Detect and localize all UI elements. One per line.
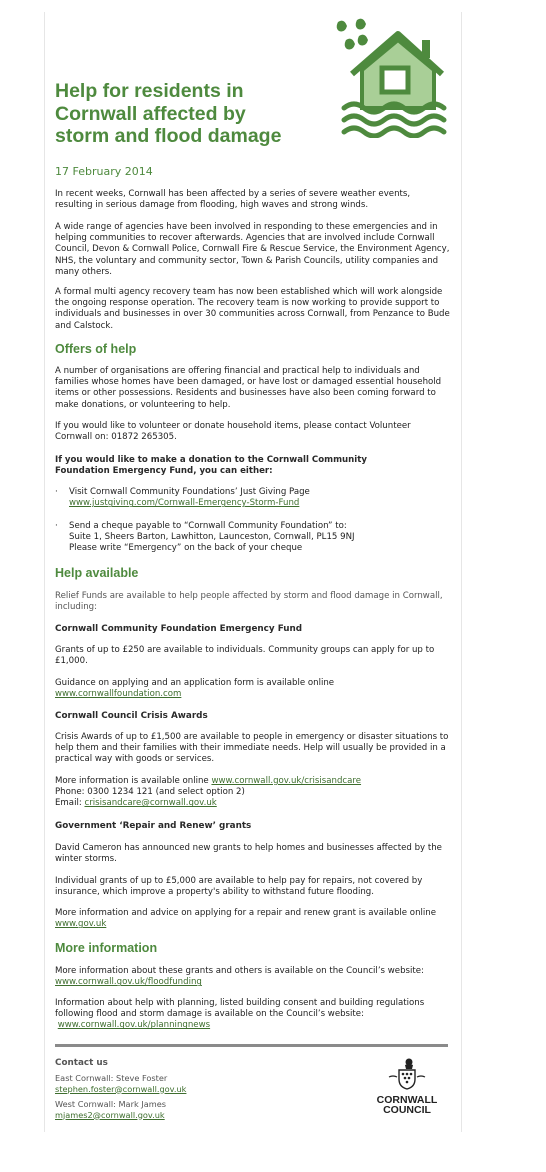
title-line-3: storm and flood damage bbox=[55, 125, 282, 147]
bullet-icon: · bbox=[55, 487, 58, 497]
cornwall-council-logo bbox=[370, 1057, 444, 1119]
more-info-paragraph-1 bbox=[55, 966, 450, 988]
more-info-heading: More information bbox=[55, 941, 158, 955]
gov-uk-link[interactable]: www.gov.uk bbox=[55, 919, 107, 930]
contact-west-email[interactable]: mjames2@cornwall.gov.uk bbox=[55, 1109, 165, 1120]
more-info-text-1: More information about these grants and others is available on the Council’s website: bbox=[55, 966, 424, 976]
offers-heading: Offers of help bbox=[55, 342, 137, 356]
crisis-phone: Phone: 0300 1234 121 (and select option 2) bbox=[55, 787, 245, 798]
gov-paragraph-2: Individual grants of up to £5,000 are available to help pay for repairs, not covered by insurance, which improve a property's ability to withstand future flooding. bbox=[55, 876, 423, 898]
cheque-line-2: Suite 1, Sheers Barton, Lawhitton, Launceston, Cornwall, PL15 9NJ bbox=[69, 532, 355, 543]
floodfunding-link[interactable]: www.cornwall.gov.uk/floodfunding bbox=[55, 977, 202, 988]
intro-paragraph-3: A formal multi agency recovery team has now been established which will work alongside the ongoing response operation. The recovery team is now working to provide support to individuals and businesses in over 30 communities across Cornwall, from Penzance to Bude and Calstock. bbox=[55, 287, 450, 331]
donation-heading: If you would like to make a donation to the Cornwall Community Foundation Emergency Fund, you can either: bbox=[55, 455, 367, 477]
contact-east-name: East Cornwall: Steve Foster bbox=[55, 1073, 168, 1083]
crisis-contact bbox=[55, 776, 450, 810]
council-logo-line-1: CORNWALL bbox=[376, 1094, 438, 1106]
crisisandcare-link[interactable]: www.cornwall.gov.uk/crisisandcare bbox=[211, 776, 362, 786]
cheque-line-3: Please write “Emergency” on the back of your cheque bbox=[69, 543, 303, 554]
intro-paragraph-1: In recent weeks, Cornwall has been affected by a series of severe weather events, resulting in serious damage from flooding, high waves and strong winds. bbox=[55, 189, 411, 211]
page-title bbox=[55, 80, 325, 148]
ccf-guidance-text: Guidance on applying and an application form is available online bbox=[55, 678, 335, 688]
contact-heading: Contact us bbox=[55, 1058, 108, 1068]
gov-paragraph-1: David Cameron has announced new grants to help homes and businesses affected by the winter storms. bbox=[55, 843, 442, 865]
intro-paragraph-2: A wide range of agencies have been involved in responding to these emergencies and in helping communities to recover afterwards. Agencies that are involved include Cornwall Council, Devon & Cornwall Police, Cornwall Fire & Rescue Service, the Environment Agency, NHS, the voluntary and community sector, Town & Parish Councils, utility companies and many others. bbox=[55, 222, 450, 277]
crisis-email-label: Email: bbox=[55, 798, 82, 809]
ccf-paragraph-2 bbox=[55, 678, 450, 700]
more-info-paragraph-2 bbox=[55, 998, 450, 1032]
cornwallfoundation-link[interactable]: www.cornwallfoundation.com bbox=[55, 689, 182, 700]
gov-heading: Government ‘Repair and Renew’ grants bbox=[55, 821, 252, 831]
contact-west-name: West Cornwall: Mark James bbox=[55, 1099, 166, 1109]
title-line-1: Help for residents in bbox=[55, 80, 244, 102]
help-heading: Help available bbox=[55, 566, 139, 580]
contact-west bbox=[55, 1099, 166, 1120]
more-info-text-2: Information about help with planning, listed building consent and building regulations following flood and storm damage is available on the Council’s website: bbox=[55, 998, 425, 1020]
bullet-icon: · bbox=[55, 521, 58, 531]
gov-more-text: More information and advice on applying for a repair and renew grant is available online bbox=[55, 908, 437, 918]
title-line-2: Cornwall affected by bbox=[55, 102, 246, 125]
help-intro: Relief Funds are available to help people affected by storm and flood damage in Cornwall, including: bbox=[55, 591, 443, 613]
contact-east bbox=[55, 1073, 186, 1094]
planningnews-link[interactable]: www.cornwall.gov.uk/planningnews bbox=[57, 1020, 211, 1031]
cornwall-council-crest-icon bbox=[387, 1057, 427, 1091]
council-logo-line-2: COUNCIL bbox=[383, 1104, 431, 1116]
justgiving-link[interactable]: www.justgiving.com/Cornwall-Emergency-Storm-Fund bbox=[69, 498, 300, 509]
justgiving-text: Visit Cornwall Community Foundations’ Just Giving Page bbox=[69, 487, 310, 497]
ccf-heading: Cornwall Community Foundation Emergency Fund bbox=[55, 624, 303, 634]
contact-east-email[interactable]: stephen.foster@cornwall.gov.uk bbox=[55, 1083, 187, 1094]
crisis-paragraph-1: Crisis Awards of up to £1,500 are available to people in emergency or disaster situations to help them and their families with their immediate needs. Help will usually be provided in a practical way with goods or services. bbox=[55, 732, 449, 765]
ccf-paragraph-1: Grants of up to £250 are available to individuals. Community groups can apply for up to £1,000. bbox=[55, 645, 435, 667]
offers-paragraph-1: A number of organisations are offering financial and practical help to individuals and families whose homes have been damaged, or have lost or damaged essential household items or other possessions. Residents and businesses have also been coming forward to make donations, or volunteering to help. bbox=[55, 366, 442, 410]
list-item-justgiving bbox=[55, 487, 450, 513]
crisisandcare-email-link[interactable]: crisisandcare@cornwall.gov.uk bbox=[84, 798, 217, 809]
publish-date: 17 February 2014 bbox=[55, 165, 153, 178]
gov-paragraph-3 bbox=[55, 908, 450, 930]
section-divider bbox=[55, 1044, 448, 1047]
list-item-cheque bbox=[55, 521, 450, 557]
crisis-more-text: More information is available online bbox=[55, 776, 209, 786]
crisis-heading: Cornwall Council Crisis Awards bbox=[55, 711, 208, 721]
flooded-house-icon bbox=[330, 16, 450, 138]
offers-paragraph-2: If you would like to volunteer or donate household items, please contact Volunteer Cornwall on: 01872 265305. bbox=[55, 421, 411, 443]
cheque-line-1: Send a cheque payable to “Cornwall Community Foundation” to: bbox=[69, 521, 347, 531]
